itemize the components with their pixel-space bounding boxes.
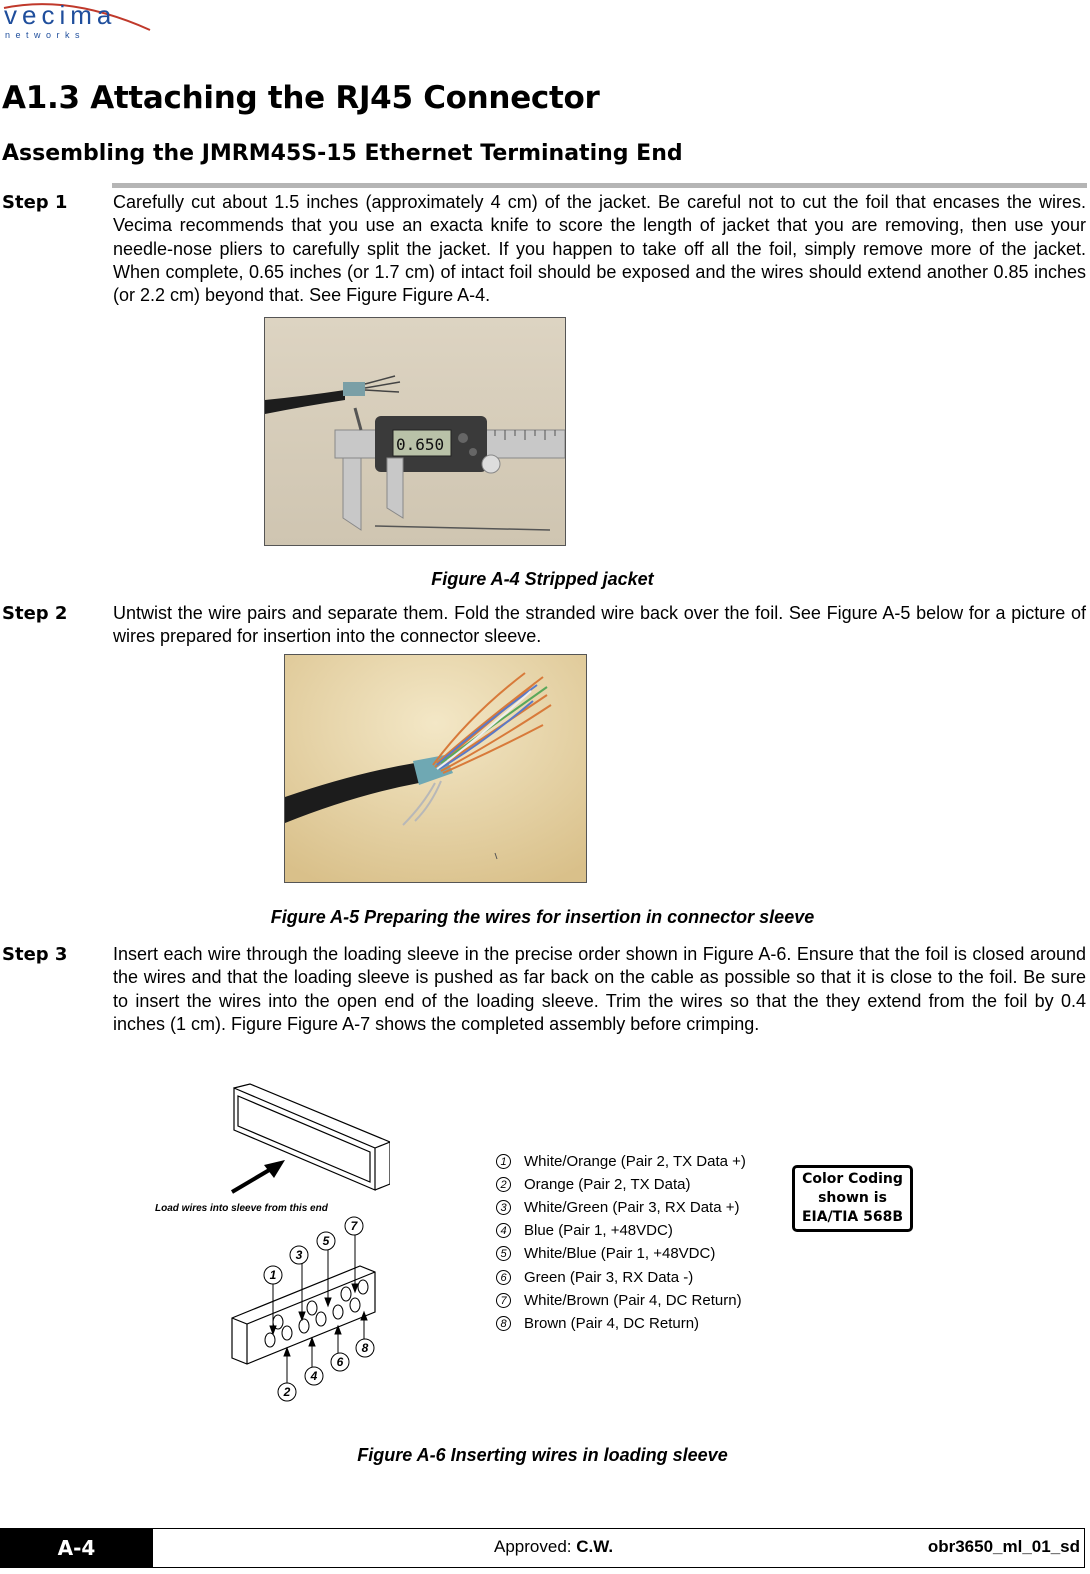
wire-arrows (270, 1235, 367, 1384)
step-3-text: Insert each wire through the loading sleeve in the precise order shown in Figure A-6. Ensure that the foil is closed around the wires and that the loading sleeve is pushed as far back on the cable as possible so that it is close to the foil. Be sure to insert the wires into the open end of the loading sleeve. Trim the wires so that the they extend from the foil by 0.4 inches (1 cm). Figure Figure A-7 shows the completed assembly before crimping. (113, 944, 1086, 1034)
figure-a6-caption: Figure A-6 Inserting wires in loading sleeve (357, 1445, 728, 1465)
figure-a4-caption: Figure A-4 Stripped jacket (431, 569, 654, 589)
legend-number: 4 (496, 1223, 511, 1238)
approved-label: Approved: (494, 1537, 577, 1556)
legend-text: White/Blue (Pair 1, +48VDC) (524, 1245, 716, 1262)
color-coding-box (792, 1165, 913, 1232)
logo-text: vecima (4, 0, 117, 30)
color-coding-line-2: shown is (818, 1190, 887, 1206)
legend-item-2 (496, 1173, 690, 1196)
legend-text: White/Brown (Pair 4, DC Return) (524, 1292, 742, 1309)
hole-number-5: 5 (322, 1234, 330, 1248)
figure-a5-photo (284, 654, 587, 883)
figure-a5-caption: Figure A-5 Preparing the wires for insertion in connector sleeve (270, 907, 815, 927)
vecima-logo (0, 0, 160, 50)
color-coding-line-3: EIA/TIA 568B (801, 1209, 904, 1225)
legend-item-5 (496, 1242, 715, 1265)
page-number: A-4 (0, 1528, 153, 1568)
hole-number-8: 8 (361, 1341, 369, 1355)
legend-item-1 (496, 1150, 746, 1173)
hole-number-7: 7 (350, 1219, 358, 1233)
legend-text: Blue (Pair 1, +48VDC) (524, 1222, 673, 1239)
legend-number: 3 (496, 1200, 511, 1215)
section-divider (112, 183, 1087, 188)
legend-text: Orange (Pair 2, TX Data) (524, 1176, 691, 1193)
legend-text: Brown (Pair 4, DC Return) (524, 1315, 700, 1332)
loading-sleeve-diagram (150, 1080, 390, 1405)
hole-number-3: 3 (295, 1248, 303, 1262)
step-1-label: Step 1 (2, 192, 68, 213)
step-2-label: Step 2 (2, 603, 68, 624)
legend-item-6 (496, 1266, 693, 1289)
section-title: A1.3 Attaching the RJ45 Connector (2, 80, 600, 116)
legend-item-7 (496, 1289, 742, 1312)
hole-number-4: 4 (310, 1369, 318, 1383)
hole-number-2: 2 (283, 1385, 291, 1399)
sleeve-open-end (234, 1084, 390, 1190)
document-id: obr3650_ml_01_sd (927, 1537, 1080, 1556)
legend-number: 7 (496, 1293, 511, 1308)
legend-text: Green (Pair 3, RX Data -) (524, 1269, 694, 1286)
legend-item-3 (496, 1196, 740, 1219)
approved-value: C.W. (576, 1537, 614, 1556)
color-coding-line-1: Color Coding (802, 1171, 903, 1187)
approved-by (494, 1537, 613, 1557)
legend-text: White/Orange (Pair 2, TX Data +) (524, 1153, 746, 1170)
legend-item-4 (496, 1219, 673, 1242)
sleeve-label: Load wires into sleeve from this end (155, 1203, 328, 1214)
caliper-reading: 0.650 (396, 435, 445, 454)
legend-number: 8 (496, 1316, 511, 1331)
legend-number: 1 (496, 1154, 511, 1169)
sleeve-holes (265, 1280, 368, 1347)
figure-a4-photo (264, 317, 566, 546)
legend-number: 6 (496, 1270, 511, 1285)
step-1-text: Carefully cut about 1.5 inches (approximately 4 cm) of the jacket. Be careful not to cut the foil that encases the wires. Vecima recommends that you use an exacta knife to score the length of jacket that you are removing, then use your needle-nose pliers to carefully split the jacket. If you happen to take off all the foil, simply remove more of the jacket. When complete, 0.65 inches (or 1.7 cm) of intact foil should be exposed and the wires should extend another 0.85 inches (or 2.2 cm) beyond that. See Figure Figure A-4. (113, 192, 1086, 306)
legend-number: 2 (496, 1177, 511, 1192)
loading-sleeve-svg (150, 1080, 390, 1405)
subsection-title: Assembling the JMRM45S-15 Ethernet Terminating End (2, 141, 683, 166)
legend-number: 5 (496, 1246, 511, 1261)
logo-subtext: n e t w o r k s (5, 30, 82, 40)
step-2-text: Untwist the wire pairs and separate them. Fold the stranded wire back over the foil. See Figure A-5 below for a picture of wires prepared for insertion into the connector sleeve. (113, 603, 1086, 647)
step-3-label: Step 3 (2, 944, 68, 965)
hole-number-1: 1 (269, 1268, 277, 1282)
legend-item-8 (496, 1312, 699, 1335)
hole-number-6: 6 (336, 1355, 344, 1369)
legend-text: White/Green (Pair 3, RX Data +) (524, 1199, 740, 1216)
